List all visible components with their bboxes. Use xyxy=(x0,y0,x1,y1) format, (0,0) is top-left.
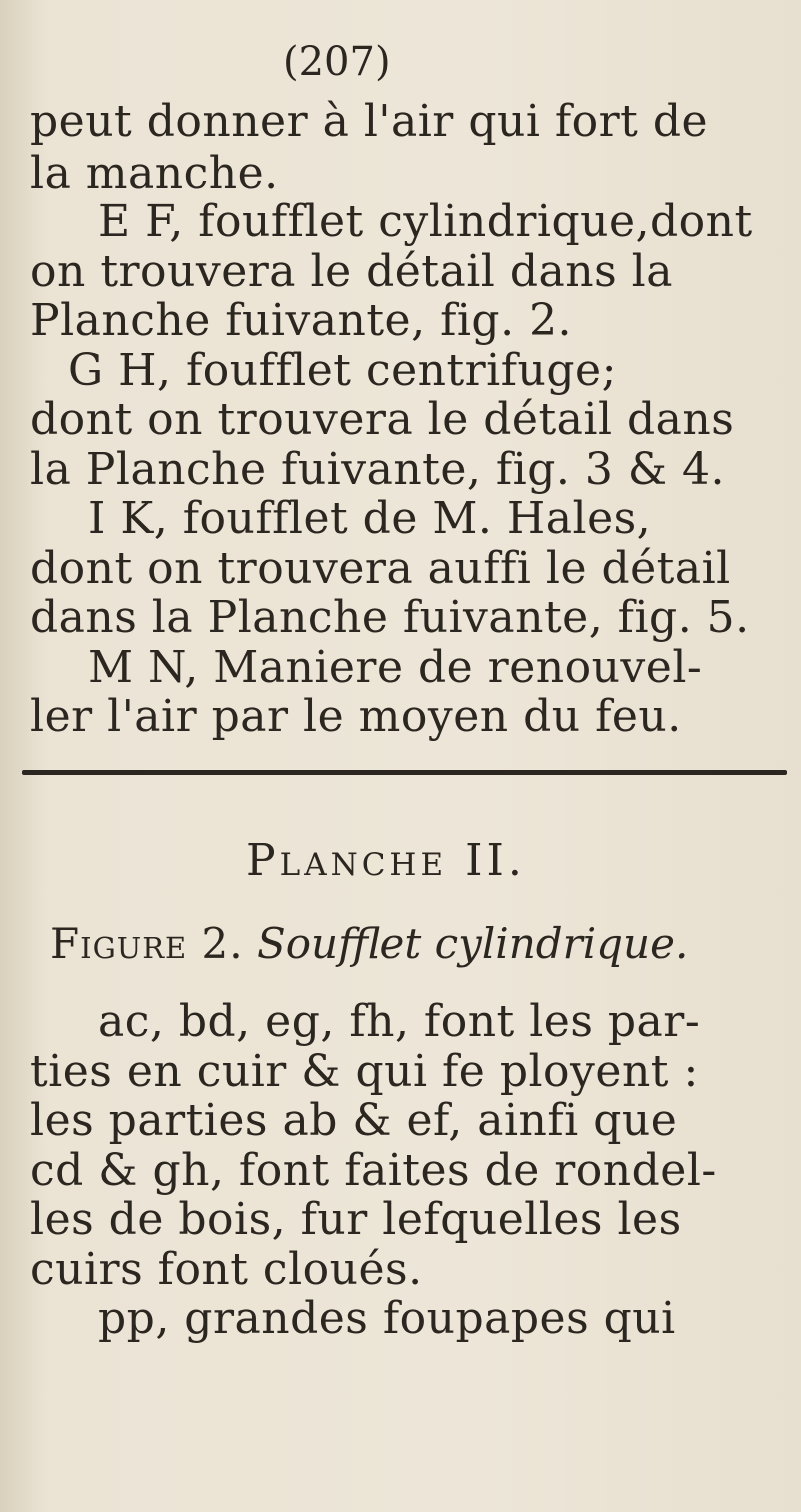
text-line: dans la Planche fuivante, fig. 5. xyxy=(30,592,750,643)
text-line: G H, foufflet centrifuge; xyxy=(68,345,617,396)
text-line: ac, bd, eg, fh, font les par- xyxy=(98,996,701,1047)
text-line: I K, foufflet de M. Hales, xyxy=(88,493,652,544)
section-heading: Planche II. xyxy=(246,835,526,886)
text-line: Planche fuivante, fig. 2. xyxy=(30,295,573,346)
figure-caption xyxy=(50,918,688,970)
text-line: E F, foufflet cylindrique,dont xyxy=(98,196,753,247)
text-line: ties en cuir & qui fe ployent : xyxy=(30,1046,699,1097)
text-line: M N, Maniere de renouvel- xyxy=(88,642,703,693)
text-line: peut donner à l'air qui fort de xyxy=(30,96,709,147)
text-line: on trouvera le détail dans la xyxy=(30,246,673,297)
text-line: cuirs font cloués. xyxy=(30,1244,423,1295)
text-line: pp, grandes foupapes qui xyxy=(98,1293,676,1344)
text-line: la Planche fuivante, fig. 3 & 4. xyxy=(30,444,725,495)
text-line: la manche. xyxy=(30,148,279,199)
figure-title: Soufflet cylindrique. xyxy=(257,919,689,968)
text-line: les de bois, fur lefquelles les xyxy=(30,1194,682,1245)
text-line: les parties ab & ef, ainfi que xyxy=(30,1095,678,1146)
figure-label: Figure 2. xyxy=(50,919,244,968)
text-line: ler l'air par le moyen du feu. xyxy=(30,691,682,742)
text-line: dont on trouvera auffi le détail xyxy=(30,543,731,594)
text-line: cd & gh, font faites de rondel- xyxy=(30,1145,717,1196)
text-line: dont on trouvera le détail dans xyxy=(30,394,735,445)
section-divider xyxy=(22,770,787,775)
page-number: (207) xyxy=(283,39,391,85)
